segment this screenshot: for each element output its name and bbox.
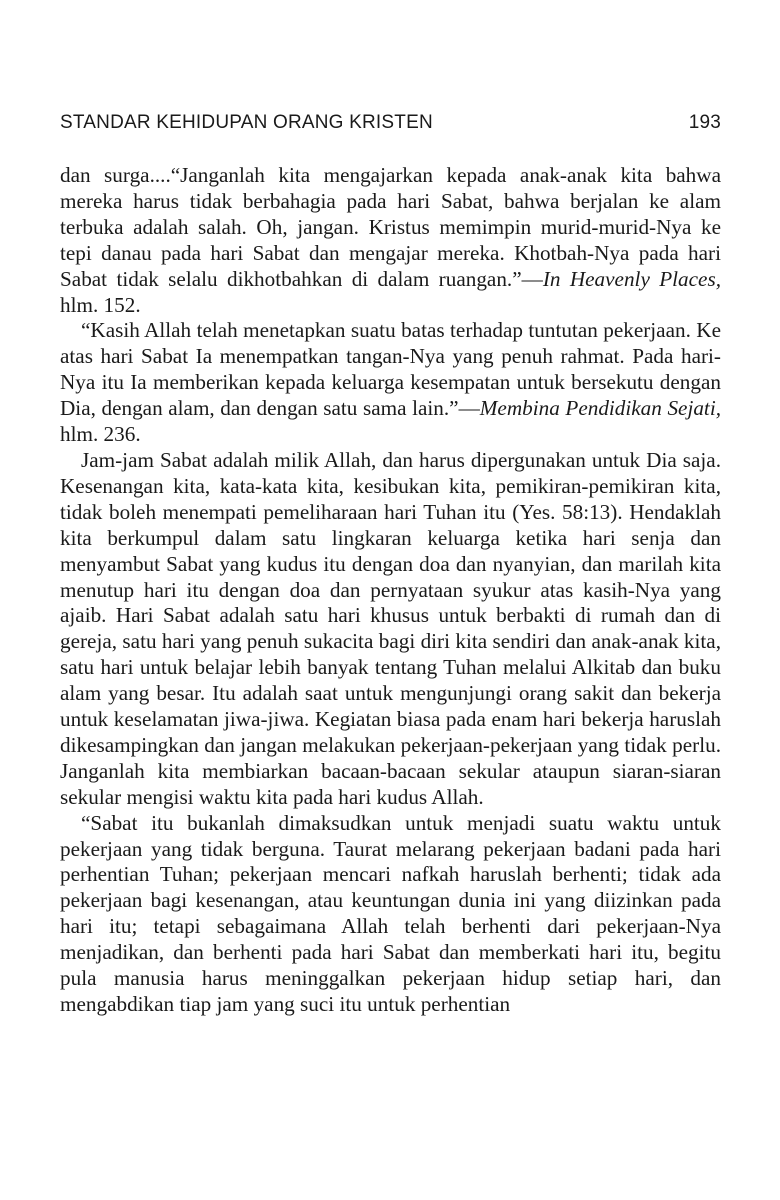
paragraph-text: “Sabat itu bukanlah dimaksudkan untuk menjadi suatu waktu untuk pekerjaan yang tidak berguna. Taurat melarang pekerjaan badani pada hari perhentian Tuhan; pekerjaan mencari nafkah haruslah berhenti; tidak ada pekerjaan bagi kesenangan, atau keuntungan dunia ini yang diizinkan pada hari itu; tetapi sebagaimana Allah telah berhenti dari pekerjaan-Nya menjadikan, dan berhenti pada hari Sabat dan memberkati hari itu, begitu pula manusia harus meninggalkan pekerjaan hidup setiap hari, dan mengabdikan tiap jam yang suci itu untuk perhentian bbox=[60, 810, 721, 1016]
paragraph-quote-sabat bbox=[60, 811, 721, 1018]
paragraph-continued bbox=[60, 163, 721, 318]
running-title: STANDAR KEHIDUPAN ORANG KRISTEN bbox=[60, 112, 433, 133]
paragraph-text: “Kasih Allah telah menetapkan suatu batas terhadap tuntutan pekerjaan. Ke atas hari Sabat Ia menempatkan tangan-Nya yang penuh rahmat. Pada hari-Nya itu Ia memberikan kepada keluarga kesempatan untuk bersekutu dengan Dia, dengan alam, dan dengan satu sama lain.”— bbox=[60, 318, 721, 421]
source-citation: In Heavenly Places, bbox=[542, 266, 721, 291]
book-page bbox=[60, 112, 721, 1018]
paragraph-quote-kasih-allah bbox=[60, 318, 721, 448]
paragraph-text: dan surga....“Janganlah kita mengajarkan kepada anak-anak kita bahwa mereka harus tidak berbahagia pada hari Sabat, bahwa berjalan ke alam terbuka adalah salah. Oh, jangan. Kristus memimpin murid-murid-Nya ke tepi danau pada hari Sabat dan mengajar mereka. Khotbah-Nya pada hari Sabat tidak selalu dikhotbahkan di dalam ruangan.”— bbox=[60, 163, 721, 291]
page-number: 193 bbox=[688, 112, 721, 133]
body-text bbox=[60, 163, 721, 1018]
source-citation: Membina Pendidikan Sejati, bbox=[479, 396, 722, 421]
citation-page: hlm. 152. bbox=[60, 292, 141, 317]
paragraph-jam-jam-sabat bbox=[60, 448, 721, 811]
running-header bbox=[60, 112, 721, 134]
citation-page: hlm. 236. bbox=[60, 422, 141, 447]
paragraph-text: Jam-jam Sabat adalah milik Allah, dan harus dipergunakan untuk Dia saja. Kesenangan kita, kata-kata kita, kesibukan kita, pemikiran-pemikiran kita, tidak boleh menempati pemeliharaan hari Tuhan itu (Yes. 58:13). Hendaklah kita berkumpul dalam satu lingkaran keluarga ketika hari senja dan menyambut Sabat yang kudus itu dengan doa dan nyanyian, dan marilah kita menutup hari itu dengan doa dan pernyataan syukur atas kasih-Nya yang ajaib. Hari Sabat adalah satu hari khusus untuk berbakti di rumah dan di gereja, satu hari yang penuh sukacita bagi diri kita sendiri dan anak-anak kita, satu hari untuk belajar lebih banyak tentang Tuhan melalui Alkitab dan buku alam yang besar. Itu adalah saat untuk mengunjungi orang sakit dan bekerja untuk keselamatan jiwa-jiwa. Kegiatan biasa pada enam hari bekerja haruslah dikesampingkan dan jangan melakukan pekerjaan-pekerjaan yang tidak perlu. Janganlah kita membiarkan bacaan-bacaan sekular ataupun siaran-siaran sekular mengisi waktu kita pada hari kudus Allah. bbox=[60, 447, 721, 809]
